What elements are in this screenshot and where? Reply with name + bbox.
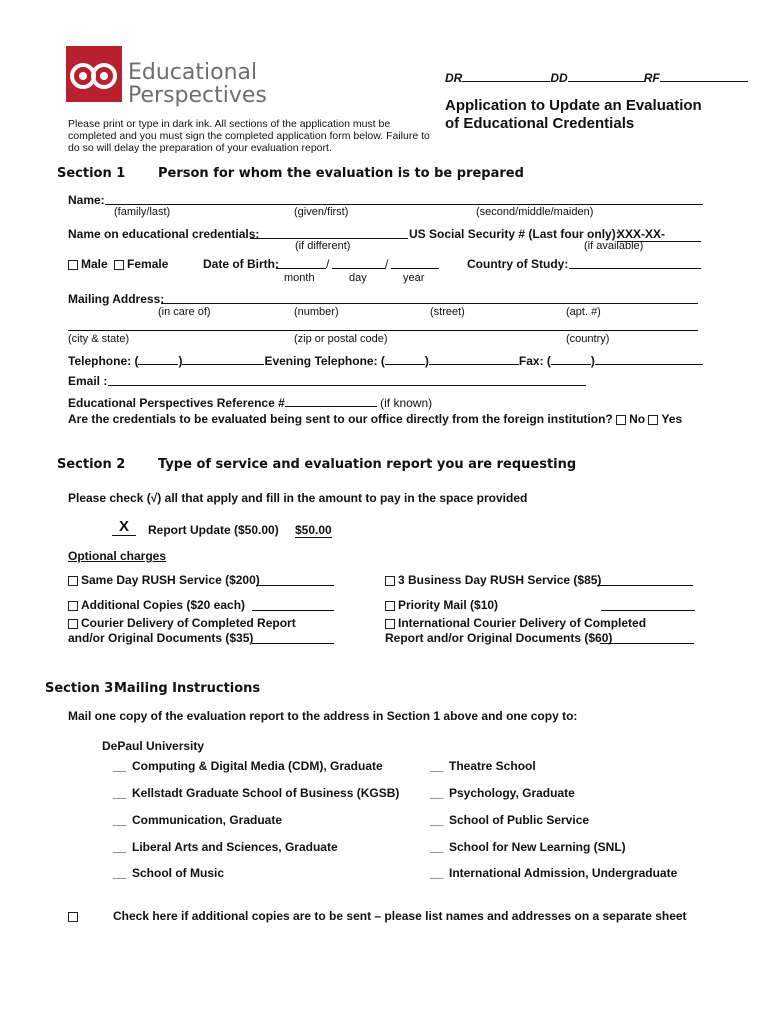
mail-sub-care: (in care of) xyxy=(158,306,211,318)
ssn-value[interactable]: XXX-XX- xyxy=(617,227,701,242)
ssn-sub: (if available) xyxy=(584,240,644,252)
dob-sub-month: month xyxy=(284,272,315,284)
section1-title: Person for whom the evaluation is to be prepared xyxy=(158,166,524,181)
additional-copies-label: Additional Copies ($20 each) xyxy=(81,598,246,612)
fax-field[interactable] xyxy=(595,353,703,365)
priority-mail-amount-field[interactable] xyxy=(601,610,695,611)
fax-close-paren: ) xyxy=(590,354,595,368)
evening-telephone-label: Evening Telephone: ( xyxy=(264,354,385,368)
program-checkbox-left-4[interactable]: __ xyxy=(113,866,127,880)
program-checkbox-left-1[interactable]: __ xyxy=(113,786,127,800)
reference-sub: (if known) xyxy=(380,396,433,410)
rf-field[interactable] xyxy=(660,70,748,82)
telephone-row xyxy=(68,353,703,368)
three-day-rush-label: 3 Business Day RUSH Service ($85) xyxy=(398,573,602,587)
intl-courier-amount-field[interactable] xyxy=(600,643,694,644)
optional-charges-heading: Optional charges xyxy=(68,549,167,563)
mailing-address-field-1[interactable] xyxy=(161,303,698,304)
name-field[interactable] xyxy=(105,204,703,205)
reference-row xyxy=(68,395,432,410)
same-day-rush-checkbox[interactable] xyxy=(68,576,78,586)
three-day-rush-row xyxy=(385,573,601,587)
mail-note: Mail one copy of the evaluation report to the address in Section 1 above and one copy to: xyxy=(68,709,578,723)
three-day-rush-checkbox[interactable] xyxy=(385,576,395,586)
evening-telephone-field[interactable] xyxy=(429,353,519,365)
dob-sub-year: year xyxy=(403,272,425,284)
courier-checkbox[interactable] xyxy=(68,619,78,629)
dob-label: Date of Birth: xyxy=(203,257,279,271)
program-label-right-0: Theatre School xyxy=(449,759,536,773)
dob-year-field[interactable] xyxy=(391,268,439,269)
logo-text-line1: Educational xyxy=(128,60,258,85)
same-day-rush-label: Same Day RUSH Service ($200) xyxy=(81,573,260,587)
mail-sub-zip: (zip or postal code) xyxy=(294,333,388,345)
additional-copies-note: Check here if additional copies are to be sent – please list names and addresses on a separate sheet xyxy=(113,909,687,923)
mail-sub-apt: (apt. #) xyxy=(566,306,601,318)
check-note: Please check (√) all that apply and fill in the amount to pay in the space provided xyxy=(68,491,528,505)
priority-mail-label: Priority Mail ($10) xyxy=(398,598,499,612)
dob-sep1: / xyxy=(326,257,330,271)
program-label-right-2: School of Public Service xyxy=(449,813,590,827)
name-sub-second: (second/middle/maiden) xyxy=(476,206,594,218)
intl-courier-label-2: Report and/or Original Documents ($60) xyxy=(385,631,613,645)
university-name: DePaul University xyxy=(102,739,205,753)
logo-mark-icon xyxy=(66,46,122,102)
reference-label: Educational Perspectives Reference # xyxy=(68,396,285,410)
credentials-name-label: Name on educational credentials: xyxy=(68,227,260,241)
dob-day-field[interactable] xyxy=(332,268,386,269)
instructions-line2: completed and you must sign the completed application form below. Failure to xyxy=(68,130,430,142)
mail-sub-country: (country) xyxy=(566,333,610,345)
instructions-line3: do so will delay the preparation of your evaluation report. xyxy=(68,142,332,154)
courier-amount-field[interactable] xyxy=(252,643,334,644)
direct-question: Are the credentials to be evaluated being sent to our office directly from the foreign institution? xyxy=(68,412,613,426)
intl-courier-row xyxy=(385,616,646,630)
section2-number: Section 2 xyxy=(57,457,126,472)
telephone-area-field[interactable] xyxy=(138,353,178,365)
yes-label: Yes xyxy=(661,412,683,426)
courier-label-1: Courier Delivery of Completed Report xyxy=(81,616,296,630)
email-field[interactable] xyxy=(108,385,586,386)
male-checkbox[interactable] xyxy=(68,260,78,270)
section3-number: Section 3 xyxy=(45,681,114,696)
program-label-left-4: School of Music xyxy=(132,866,225,880)
program-label-right-4: International Admission, Undergraduate xyxy=(449,866,678,880)
no-label: No xyxy=(629,412,646,426)
credentials-name-field[interactable] xyxy=(250,238,408,239)
mailing-address-field-2[interactable] xyxy=(68,330,698,331)
male-label: Male xyxy=(81,257,108,271)
direct-question-row xyxy=(68,412,682,426)
telephone-label: Telephone: ( xyxy=(68,354,139,368)
form-title-line2: of Educational Credentials xyxy=(445,115,635,132)
mailing-address-label: Mailing Address: xyxy=(68,292,165,306)
dob-sub-day: day xyxy=(349,272,367,284)
mail-sub-street: (street) xyxy=(430,306,465,318)
evening-close-paren: ) xyxy=(424,354,429,368)
ssn-label: US Social Security # (Last four only): xyxy=(409,227,620,241)
program-checkbox-right-1[interactable]: __ xyxy=(430,786,444,800)
program-label-right-3: School for New Learning (SNL) xyxy=(449,840,626,854)
program-label-left-1: Kellstadt Graduate School of Business (KGSB) xyxy=(132,786,400,800)
program-checkbox-right-4[interactable]: __ xyxy=(430,866,444,880)
country-study-label: Country of Study: xyxy=(467,257,569,271)
rf-label: RF xyxy=(643,71,660,85)
logo-text-line2: Perspectives xyxy=(128,83,267,108)
reference-field[interactable] xyxy=(285,395,377,407)
evening-area-field[interactable] xyxy=(385,353,425,365)
additional-copies-amount-field[interactable] xyxy=(252,610,334,611)
section3-title: Mailing Instructions xyxy=(114,681,261,696)
program-checkbox-left-3[interactable]: __ xyxy=(113,840,127,854)
program-label-left-2: Communication, Graduate xyxy=(132,813,283,827)
office-use-codes xyxy=(445,70,748,85)
program-checkbox-left-2[interactable]: __ xyxy=(113,813,127,827)
credentials-name-sub: (if different) xyxy=(295,240,351,252)
section2-title: Type of service and evaluation report you are requesting xyxy=(158,457,577,472)
report-update-label: Report Update ($50.00) xyxy=(148,523,279,537)
program-checkbox-right-0[interactable]: __ xyxy=(430,759,444,773)
yes-checkbox[interactable] xyxy=(648,415,658,425)
female-checkbox[interactable] xyxy=(114,260,124,270)
program-label-right-1: Psychology, Graduate xyxy=(449,786,575,800)
gender-options xyxy=(68,257,168,271)
report-update-mark[interactable]: X xyxy=(112,518,136,536)
program-label-left-0: Computing & Digital Media (CDM), Graduate xyxy=(132,759,383,773)
email-label: Email : xyxy=(68,374,108,388)
dr-label: DR xyxy=(445,71,463,85)
name-sub-family: (family/last) xyxy=(114,206,171,218)
dob-sep2: / xyxy=(385,257,389,271)
fax-area-field[interactable] xyxy=(551,353,591,365)
priority-mail-row xyxy=(385,598,498,612)
form-title-line1: Application to Update an Evaluation xyxy=(445,97,702,114)
courier-label-2: and/or Original Documents ($35) xyxy=(68,631,254,645)
priority-mail-checkbox[interactable] xyxy=(385,601,395,611)
program-checkbox-right-2[interactable]: __ xyxy=(430,813,444,827)
intl-courier-label-1: International Courier Delivery of Completed xyxy=(398,616,647,630)
additional-copies-checkbox[interactable] xyxy=(68,601,78,611)
instructions-line1: Please print or type in dark ink. All sections of the application must be xyxy=(68,118,391,130)
female-label: Female xyxy=(127,257,169,271)
additional-copies-row xyxy=(68,598,245,612)
dob-month-field[interactable] xyxy=(276,268,326,269)
report-update-amount[interactable]: $50.00 xyxy=(295,523,332,537)
same-day-rush-row xyxy=(68,573,260,587)
logo xyxy=(66,46,122,107)
program-checkbox-right-3[interactable]: __ xyxy=(430,840,444,854)
same-day-rush-amount-field[interactable] xyxy=(256,585,334,586)
additional-copies-note-row xyxy=(68,909,81,923)
name-label: Name: xyxy=(68,193,105,207)
intl-courier-checkbox[interactable] xyxy=(385,619,395,629)
mail-sub-city: (city & state) xyxy=(68,333,130,345)
program-label-left-3: Liberal Arts and Sciences, Graduate xyxy=(132,840,338,854)
dr-field[interactable] xyxy=(462,70,550,82)
program-checkbox-left-0[interactable]: __ xyxy=(113,759,127,773)
courier-row xyxy=(68,616,296,630)
name-sub-given: (given/first) xyxy=(294,206,349,218)
no-checkbox[interactable] xyxy=(616,415,626,425)
section1-number: Section 1 xyxy=(57,166,126,181)
additional-copies-note-checkbox[interactable] xyxy=(68,912,78,922)
telephone-field[interactable] xyxy=(182,353,264,365)
dd-label: DD xyxy=(550,71,568,85)
three-day-rush-amount-field[interactable] xyxy=(597,585,693,586)
mail-sub-number: (number) xyxy=(294,306,339,318)
fax-label: Fax: ( xyxy=(518,354,551,368)
telephone-close-paren: ) xyxy=(178,354,183,368)
dd-field[interactable] xyxy=(568,70,644,82)
country-study-field[interactable] xyxy=(569,268,701,269)
